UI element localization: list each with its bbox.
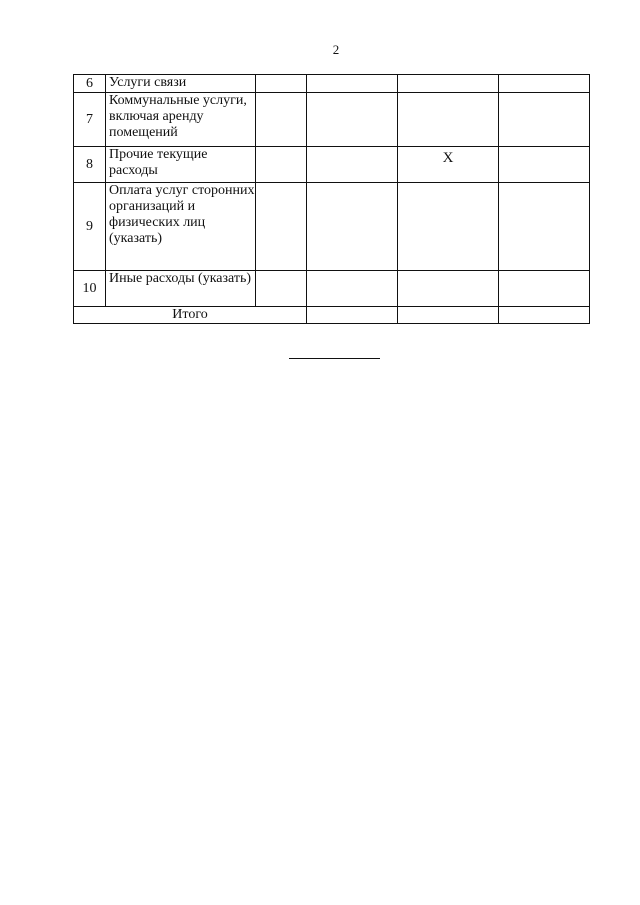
table-cell [256,75,307,93]
table-cell [256,147,307,183]
closing-rule [289,358,380,359]
page-number: 2 [332,42,340,57]
total-cell [398,307,499,324]
table-cell [256,183,307,271]
row-number: 7 [74,93,106,147]
table-cell [398,183,499,271]
expense-name: Прочие текущие расходы [106,147,256,183]
table-row [74,75,590,93]
expense-table [73,74,590,324]
table-cell [499,75,590,93]
table-cell [307,93,398,147]
table-row [74,183,590,271]
table-cell [499,147,590,183]
total-row [74,307,590,324]
row-number: 9 [74,183,106,271]
table-row [74,147,590,183]
row-number: 8 [74,147,106,183]
table-cell [499,183,590,271]
expense-name: Услуги связи [106,75,256,93]
x-mark: X [398,147,499,183]
total-cell [307,307,398,324]
table-cell [307,271,398,307]
table-cell [307,75,398,93]
table-cell [499,271,590,307]
table-cell [256,271,307,307]
expense-name: Оплата услуг сторонних организаций и физических лиц (указать) [106,183,256,271]
table-cell [307,183,398,271]
table-row [74,271,590,307]
row-number: 10 [74,271,106,307]
table-cell [398,75,499,93]
table-cell [499,93,590,147]
expense-name: Коммунальные услуги, включая аренду помещений [106,93,256,147]
total-label: Итого [74,307,307,324]
row-number: 6 [74,75,106,93]
table-cell [307,147,398,183]
expense-name: Иные расходы (указать) [106,271,256,307]
table-cell [256,93,307,147]
table-cell [398,271,499,307]
table-row [74,93,590,147]
table-cell [398,93,499,147]
total-cell [499,307,590,324]
